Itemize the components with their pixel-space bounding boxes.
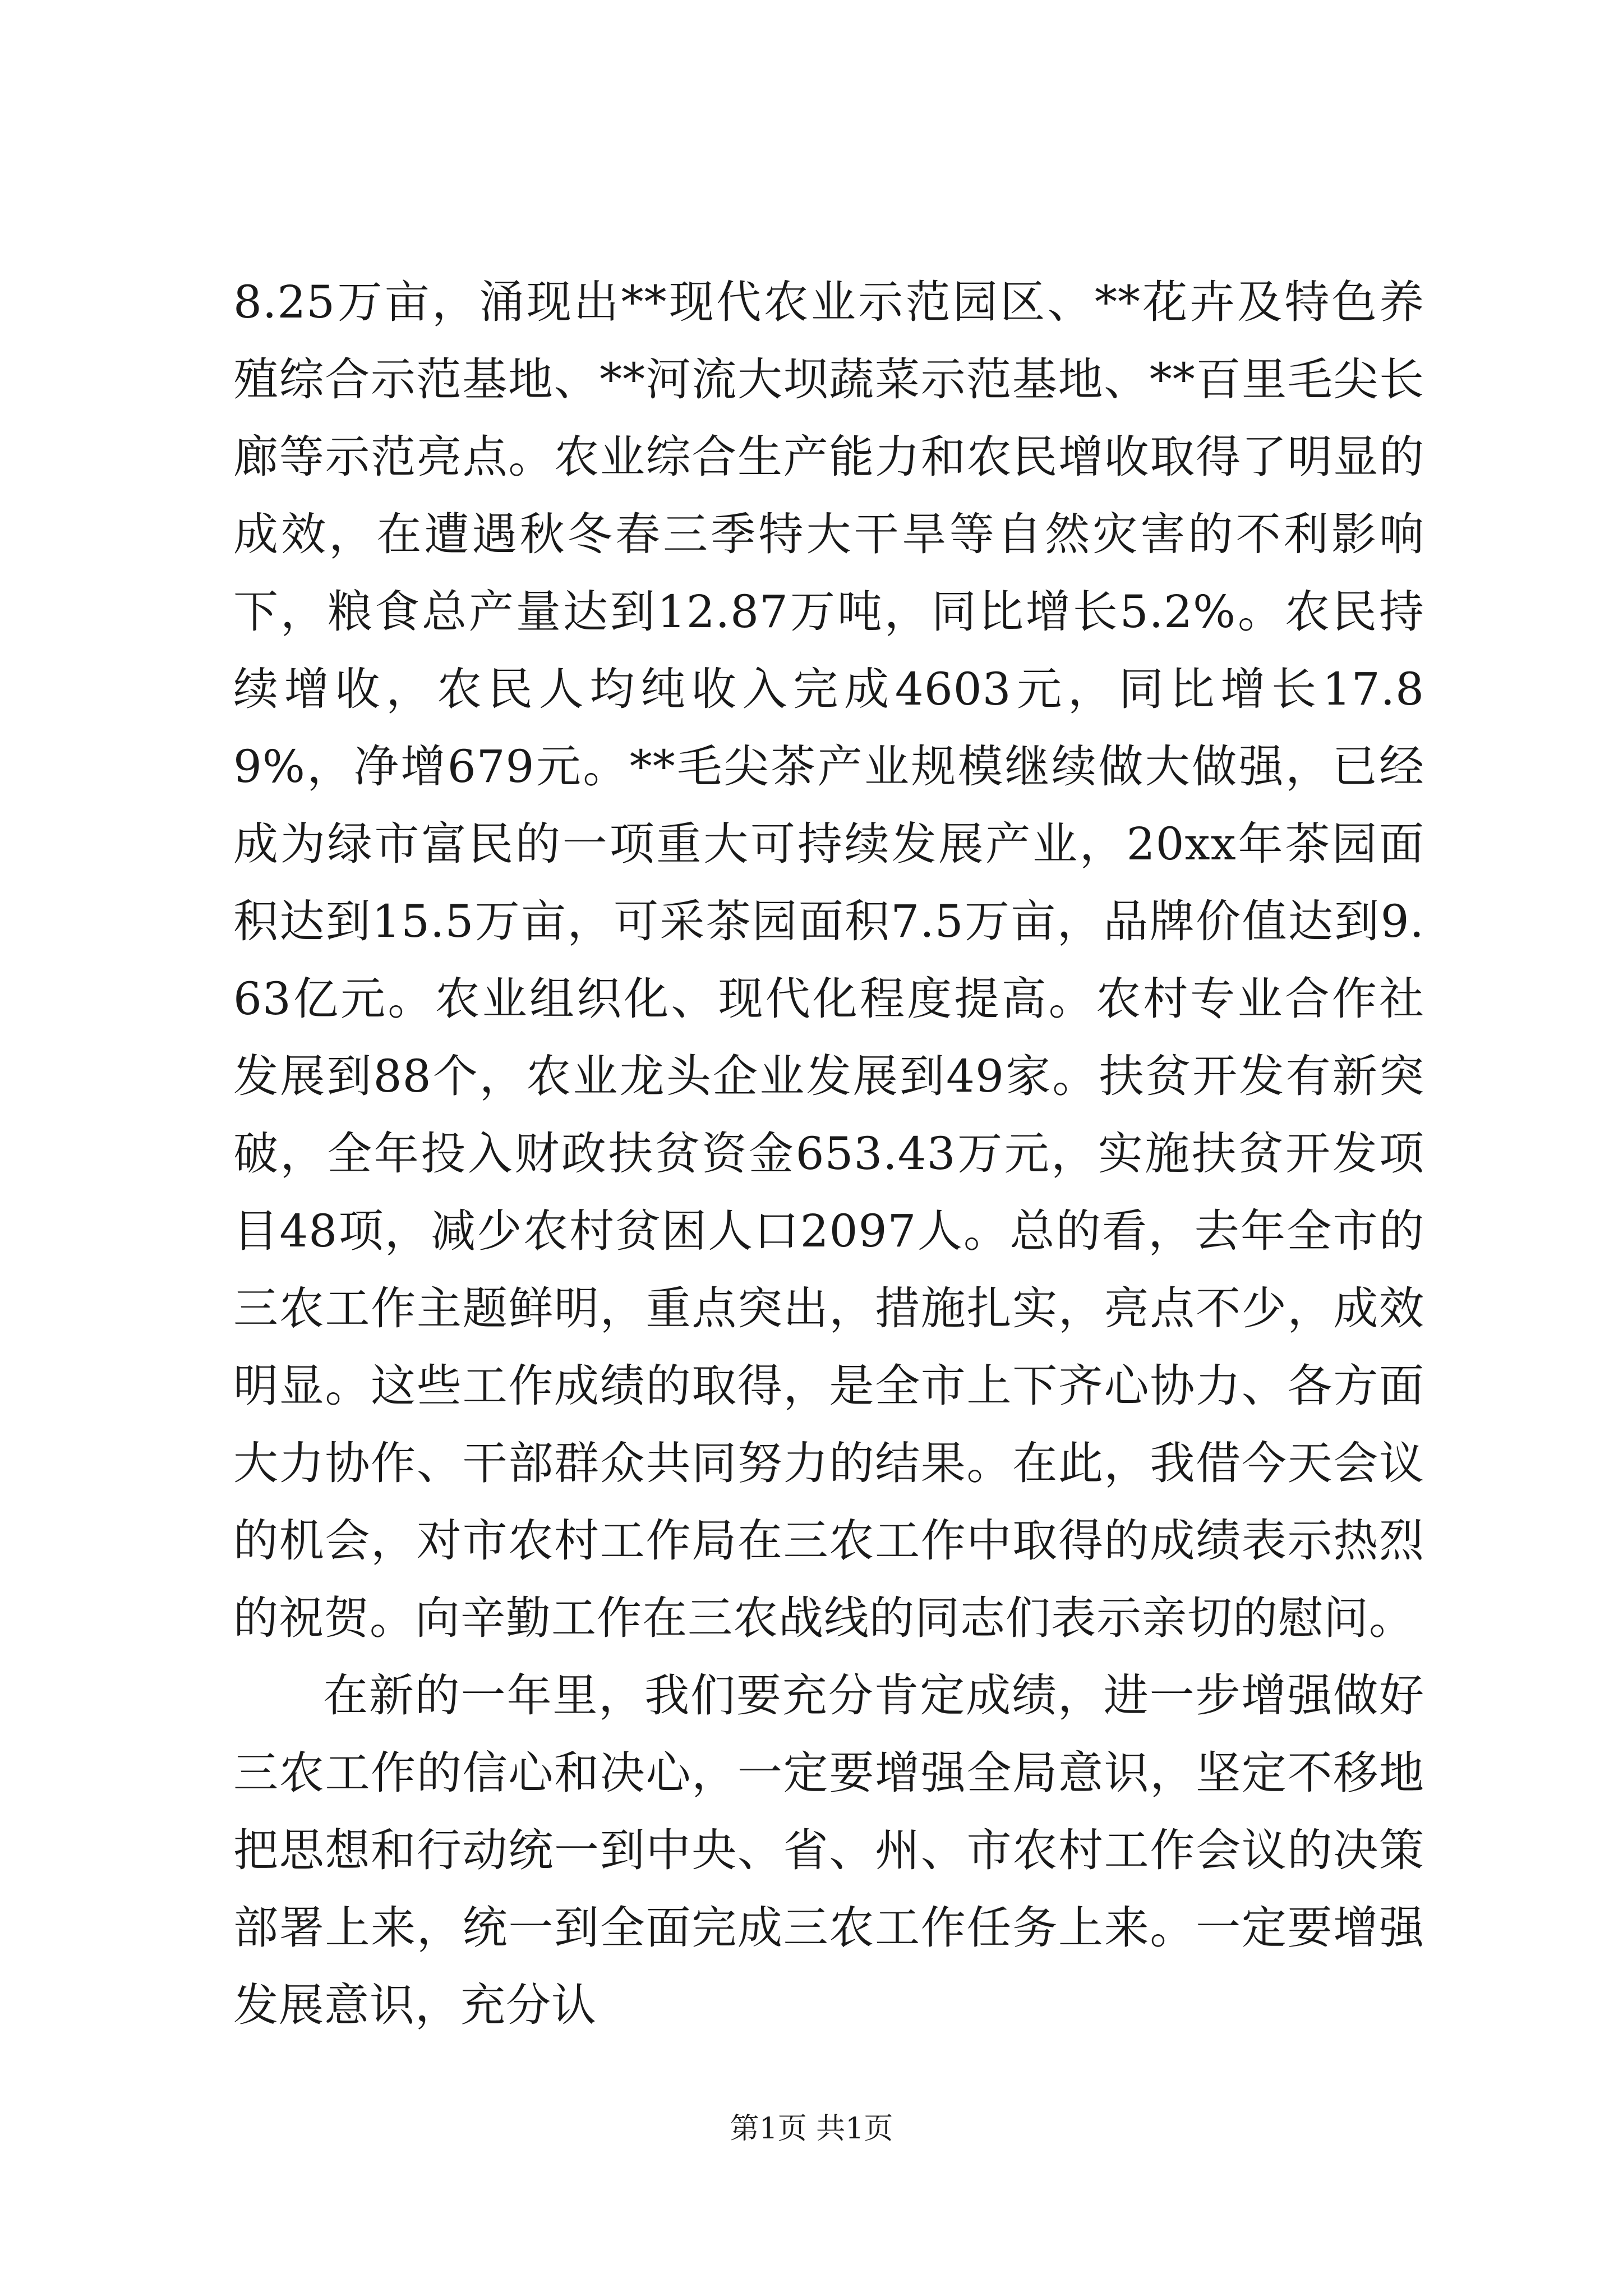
paragraph-2: 在新的一年里，我们要充分肯定成绩，进一步增强做好三农工作的信心和决心，一定要增强全局意识，坚定不移地把思想和行动统一到中央、省、州、市农村工作会议的决策部署上来，统一到全面完成三农工作任务上来。一定要增强发展意识，充分认 xyxy=(233,1669,1424,2031)
paragraph-1: 8.25万亩，涌现出**现代农业示范园区、**花卉及特色养殖综合示范基地、**河流大坝蔬菜示范基地、**百里毛尖长廊等示范亮点。农业综合生产能力和农民增收取得了明显的成效，在遭遇秋冬春三季特大干旱等自然灾害的不利影响下，粮食总产量达到12.87万吨，同比增长5.2%。农民持续增收，农民人均纯收入完成4603元，同比增长17.89%，净增679元。**毛尖茶产业规模继续做大做强，已经成为绿市富民的一项重大可持续发展产业，20xx年茶园面积达到15.5万亩，可采茶园面积7.5万亩，品牌价值达到9.63亿元。农业组织化、现代化程度提高。农村专业合作社发展到88个，农业龙头企业发展到49家。扶贫开发有新突破，全年投入财政扶贫资金653.43万元，实施扶贫开发项目48项，减少农村贫困人口2097人。总的看，去年全市的三农工作主题鲜明，重点突出，措施扎实，亮点不少，成效明显。这些工作成绩的取得，是全市上下齐心协力、各方面大力协作、干部群众共同努力的结果。在此，我借今天会议的机会，对市农村工作局在三农工作中取得的成绩表示热烈的祝贺。向辛勤工作在三农战线的同志们表示亲切的慰问。 xyxy=(233,276,1424,1644)
page-footer: 第1页 共1页 xyxy=(730,2112,893,2146)
document-body xyxy=(233,264,1424,2044)
